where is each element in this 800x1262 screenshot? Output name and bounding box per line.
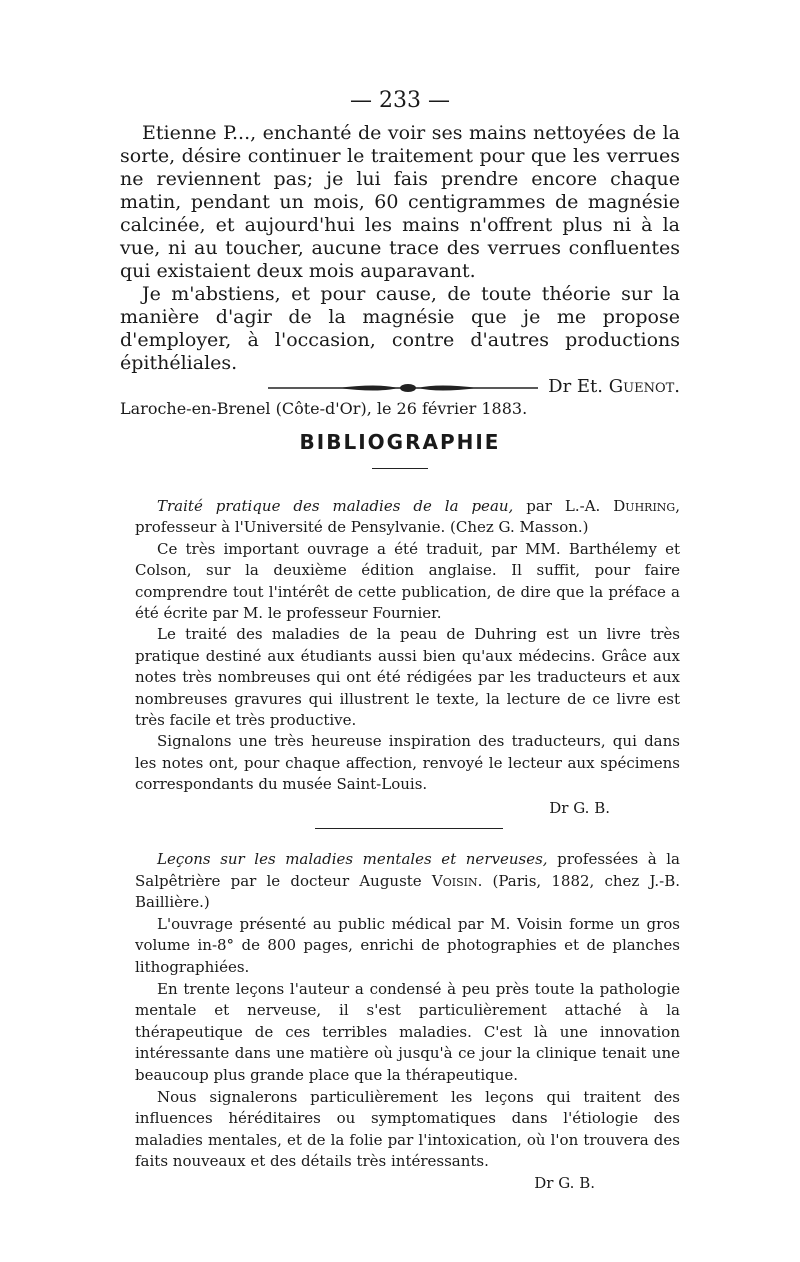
review-intro: Traité pratique des maladies de la peau, par L.-A. Duhring, professeur à l'Université de Pensylvanie. (Chez G. Masson.) [135,497,680,537]
review-paragraph: Le traité des maladies de la peau de Duhring est un livre très pratique destiné aux étudiants aussi bien qu'aux médecins. Grâce aux notes très nombreuses qui ont été rédigées par les traducteurs et aux nombreuses gravures qui illustrent le texte, la lecture de ce livre est très facile et très productive. [135,625,680,730]
review-author: Voisin [431,871,478,890]
section-heading: BIBLIOGRAPHIE [299,430,501,454]
review-intro: Leçons sur les maladies mentales et nerveuses, professées à la Salpêtrière par le docteur Auguste Voisin. (Paris, 1882, chez J.-B. Baillière.) [135,850,680,912]
letter-paragraph: Etienne P..., enchanté de voir ses mains nettoyées de la sorte, désire continuer le traitement pour que les verrues ne reviennent pas; je lui fais prendre encore chaque matin, pendant un mois, 60 centigrammes de magnésie calcinée, et aujourd'hui les mains n'offrent plus ni à la vue, ni au toucher, aucune trace des verrues confluentes qui existaient deux mois auparavant. [120,122,680,282]
signature-name: Guenot. [608,376,680,397]
review-signature: Dr G. B. [549,798,610,817]
review-paragraph: Nous signalerons particulièrement les leçons qui traitent des influences héréditaires ou symptomatiques dans l'étiologie des maladies mentales, et de la folie par l'intoxication, où l'on trouvera des faits nouveaux et des détails très intéressants. [135,1087,680,1171]
review-duhring [135,496,680,819]
review-author: Duhring [613,497,676,515]
review-voisin [135,849,680,1195]
heading-rule [372,468,428,469]
review-paragraph: L'ouvrage présenté au public médical par M. Voisin forme un gros volume in-8° de 800 pages, enrichi de photographies et de planches lithographiées. [135,914,680,976]
review-paragraph: Ce très important ouvrage a été traduit, par MM. Barthélemy et Colson, sur la deuxième édition anglaise. Il suffit, pour faire comprendre tout l'intérêt de cette publication, de dire que la préface a été écrite par M. le professeur Fournier. [135,539,680,623]
letter-place-date: Laroche-en-Brenel (Côte-d'Or), le 26 février 1883. [120,399,528,418]
section-ornament [268,382,538,394]
letter-conclusion [120,122,680,420]
review-book-title: Leçons sur les maladies mentales et nerveuses, [157,850,548,868]
review-paragraph: Signalons une très heureuse inspiration des traducteurs, qui dans les notes ont, pour chaque affection, renvoyé le lecteur aux spécimens correspondants du musée Saint-Louis. [135,732,680,794]
signature-title: Dr Et. [548,376,604,397]
review-book-title: Traité pratique des maladies de la peau, [157,497,514,515]
review-signature: Dr G. B. [534,1173,595,1192]
review-separator [315,828,503,829]
review-paragraph: En trente leçons l'auteur a condensé à peu près toute la pathologie mentale et nerveuse, il s'est particulièrement attaché à la thérapeutique de ces terribles maladies. C'est là une innovation intéressante dans une matière où jusqu'à ce jour la clinique tenait une beaucoup plus grande place que la thérapeutique. [135,979,680,1084]
letter-paragraph: Je m'abstiens, et pour cause, de toute théorie sur la manière d'agir de la magnésie que je me propose d'employer, à l'occasion, contre d'autres productions épithéliales. [120,283,680,374]
page-number: — 233 — [350,88,450,113]
